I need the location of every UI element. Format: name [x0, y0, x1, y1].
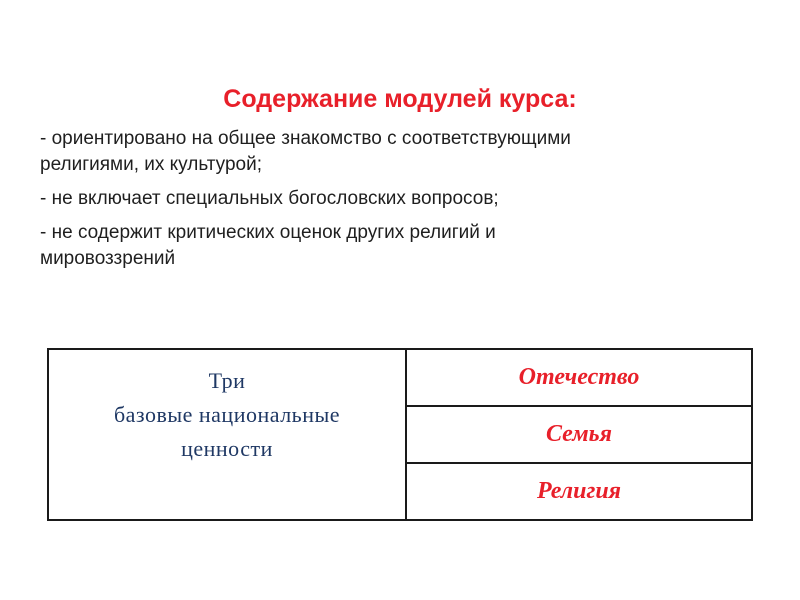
values-heading-line: Три	[208, 368, 246, 393]
body-line: религиями, их культурой;	[40, 154, 262, 175]
value-fatherland: Отечество	[406, 349, 752, 406]
values-heading-cell	[48, 349, 406, 520]
slide-title: Содержание модулей курса:	[223, 85, 577, 113]
body-line: - ориентировано на общее знакомство с соответствующими	[40, 128, 571, 149]
value-religion: Религия	[406, 463, 752, 520]
values-heading-line: ценности	[181, 436, 273, 461]
values-heading-line: базовые национальные	[113, 402, 341, 427]
course-content-description	[40, 126, 780, 272]
national-values-table	[47, 348, 753, 521]
body-line: - не содержит критических оценок других религий и	[40, 222, 496, 243]
body-line: - не включает специальных богословских вопросов;	[40, 188, 499, 209]
value-family: Семья	[406, 406, 752, 463]
body-line: мировоззрений	[40, 248, 176, 269]
table-row	[48, 349, 752, 406]
